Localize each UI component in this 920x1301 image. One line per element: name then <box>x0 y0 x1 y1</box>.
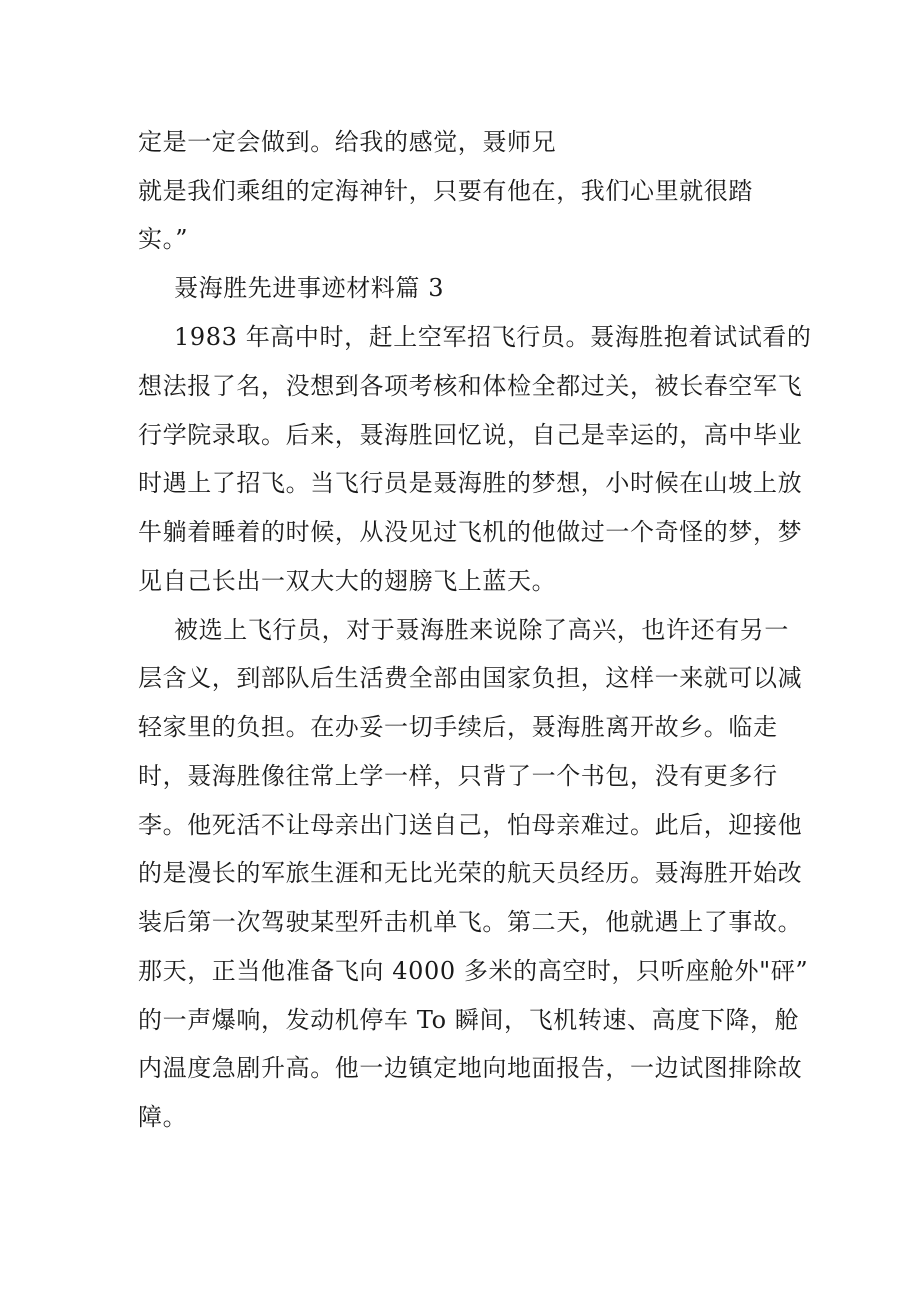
paragraph-1-line-2: 想法报了名，没想到各项考核和体检全都过关，被长春空军飞 <box>138 372 803 400</box>
section-heading: 聂海胜先进事迹材料篇 3 <box>174 274 445 302</box>
paragraph-2-line-6: 的是漫长的军旅生涯和无比光荣的航天员经历。聂海胜开始改 <box>138 859 803 887</box>
text-line-continuation-1: 定是一定会做到。给我的感觉，聂师兄 <box>138 128 557 156</box>
paragraph-2-line-11: 障。 <box>138 1103 188 1131</box>
text-line-continuation-3: 实。” <box>138 225 189 253</box>
paragraph-2-line-4: 时，聂海胜像往常上学一样，只背了一个书包，没有更多行 <box>138 762 778 790</box>
text-line-continuation-2: 就是我们乘组的定海神针，只要有他在，我们心里就很踏 <box>138 177 753 205</box>
paragraph-2-line-9: 的一声爆响，发动机停车 To 瞬间，飞机转速、高度下降，舱 <box>138 1006 800 1034</box>
paragraph-1-line-6: 见自己长出一双大大的翅膀飞上蓝天。 <box>138 567 557 595</box>
paragraph-1-line-3: 行学院录取。后来，聂海胜回忆说，自己是幸运的，高中毕业 <box>138 421 803 449</box>
paragraph-2-line-8: 那天，正当他准备飞向 4000 多米的高空时，只听座舱外"砰” <box>138 957 809 985</box>
paragraph-2-line-2: 层含义，到部队后生活费全部由国家负担，这样一来就可以减 <box>138 664 803 692</box>
paragraph-2-line-10: 内温度急剧升高。他一边镇定地向地面报告，一边试图排除故 <box>138 1054 803 1082</box>
paragraph-1-line-1: 1983 年高中时，赶上空军招飞行员。聂海胜抱着试试看的 <box>174 323 812 351</box>
paragraph-2-line-1: 被选上飞行员，对于聂海胜来说除了高兴，也许还有另一 <box>174 616 789 644</box>
paragraph-2-line-3: 轻家里的负担。在办妥一切手续后，聂海胜离开故乡。临走 <box>138 713 778 741</box>
paragraph-1-line-5: 牛躺着睡着的时候，从没见过飞机的他做过一个奇怪的梦，梦 <box>138 518 803 546</box>
paragraph-2-line-7: 装后第一次驾驶某型歼击机单飞。第二天，他就遇上了事故。 <box>138 908 803 936</box>
paragraph-1-line-4: 时遇上了招飞。当飞行员是聂海胜的梦想，小时候在山坡上放 <box>138 469 803 497</box>
paragraph-2-line-5: 李。他死活不让母亲出门送自己，怕母亲难过。此后，迎接他 <box>138 811 803 839</box>
